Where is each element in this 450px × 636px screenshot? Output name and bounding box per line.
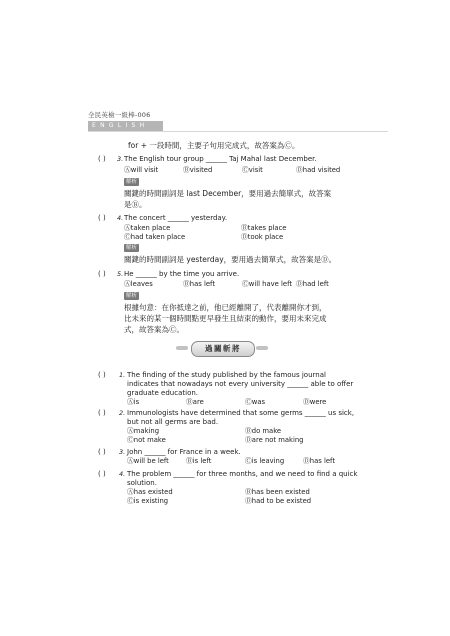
explanation-line: 比未來的某一個時間點更早發生且結束的動作，要用未來完成	[124, 314, 327, 323]
question-line: The problem ______ for three months, and we need to find a quick	[127, 470, 358, 478]
question-stem: He ______ by the time you arrive.	[124, 270, 240, 278]
question-line: solution.	[127, 479, 157, 487]
option-c[interactable]: Ⓒvisit	[242, 166, 263, 174]
section-banner: 過關斬將	[191, 341, 255, 357]
page-header-title: 全民英檢一級棒-006	[88, 111, 151, 119]
explanation-tag: 解析	[126, 293, 138, 299]
question-line: John ______ for France in a week.	[127, 448, 241, 456]
header-divider	[88, 131, 388, 132]
option-d[interactable]: Ⓓhad visited	[296, 166, 341, 174]
option-a[interactable]: Ⓐtaken place	[124, 224, 171, 232]
option-c[interactable]: Ⓒnot make	[127, 436, 166, 444]
english-band	[88, 121, 163, 131]
explanation-line: 關鍵的時間副詞是 yesterday，要用過去簡單式，故答案是Ⓓ。	[124, 255, 337, 264]
answer-bracket[interactable]: ( )	[98, 270, 106, 278]
previous-explanation-tail: for + 一段時間，主要子句用完成式，故答案為Ⓒ。	[128, 141, 300, 150]
explanation-line: 關鍵的時間副詞是 last December，要用過去簡單式，故答案	[124, 189, 332, 198]
question-number: 2.	[119, 409, 126, 417]
answer-bracket[interactable]: ( )	[98, 409, 106, 417]
explanation-line: 式，故答案為Ⓒ。	[124, 325, 184, 334]
question-number: 4.	[119, 470, 126, 478]
option-d[interactable]: Ⓓhas left	[303, 457, 335, 465]
answer-bracket[interactable]: ( )	[98, 214, 106, 222]
option-d[interactable]: Ⓓwere	[303, 398, 327, 406]
answer-bracket[interactable]: ( )	[98, 371, 106, 379]
answer-bracket[interactable]: ( )	[98, 448, 106, 456]
answer-bracket[interactable]: ( )	[98, 155, 106, 163]
banner-decoration-right	[256, 346, 268, 350]
option-c[interactable]: Ⓒwill have left	[242, 280, 293, 288]
question-number: 3.	[119, 448, 126, 456]
question-line: indicates that nowadays not every university ______ able to offer	[127, 380, 354, 388]
option-c[interactable]: Ⓒis existing	[127, 497, 169, 505]
question-stem: The concert ______ yesterday.	[124, 214, 228, 222]
option-d[interactable]: Ⓓhad to be existed	[245, 497, 312, 505]
option-d[interactable]: Ⓓhad left	[296, 280, 329, 288]
question-number: 1.	[119, 371, 126, 379]
option-c[interactable]: Ⓒhad taken place	[124, 233, 186, 241]
option-c[interactable]: Ⓒis leaving	[245, 457, 285, 465]
question-line: but not all germs are bad.	[127, 418, 219, 426]
option-b[interactable]: Ⓑvisited	[183, 166, 213, 174]
question-line: The finding of the study published by the famous journal	[127, 371, 326, 379]
question-line: Immunologists have determined that some germs ______ us sick,	[127, 409, 355, 417]
explanation-line: 根據句意：在你抵達之前，他已經離開了，代表離開你才到，	[124, 303, 327, 312]
option-a[interactable]: Ⓐleaves	[124, 280, 153, 288]
question-number: 5.	[117, 270, 124, 278]
option-a[interactable]: Ⓐwill visit	[124, 166, 159, 174]
question-line: graduate education.	[127, 389, 199, 397]
option-d[interactable]: Ⓓtook place	[241, 233, 284, 241]
option-d[interactable]: Ⓓare not making	[245, 436, 304, 444]
option-a[interactable]: Ⓐwill be left	[127, 457, 169, 465]
option-b[interactable]: Ⓑhas been existed	[245, 488, 310, 496]
banner-decoration-left	[176, 346, 188, 350]
question-number: 3.	[117, 155, 124, 163]
option-b[interactable]: Ⓑtakes place	[241, 224, 287, 232]
option-a[interactable]: Ⓐmaking	[127, 427, 160, 435]
option-b[interactable]: Ⓑdo make	[245, 427, 282, 435]
question-stem: The English tour group ______ Taj Mahal last December.	[124, 155, 317, 163]
answer-bracket[interactable]: ( )	[98, 470, 106, 478]
option-c[interactable]: Ⓒwas	[245, 398, 266, 406]
option-b[interactable]: Ⓑare	[186, 398, 204, 406]
option-a[interactable]: Ⓐis	[127, 398, 140, 406]
explanation-line: 是Ⓑ。	[124, 200, 147, 209]
question-number: 4.	[117, 214, 124, 222]
explanation-tag: 解析	[126, 179, 138, 185]
english-band-text: ENGLISH	[92, 122, 149, 129]
explanation-tag: 解析	[126, 245, 138, 251]
option-a[interactable]: Ⓐhas existed	[127, 488, 173, 496]
option-b[interactable]: Ⓑhas left	[183, 280, 215, 288]
option-b[interactable]: Ⓑis left	[186, 457, 212, 465]
